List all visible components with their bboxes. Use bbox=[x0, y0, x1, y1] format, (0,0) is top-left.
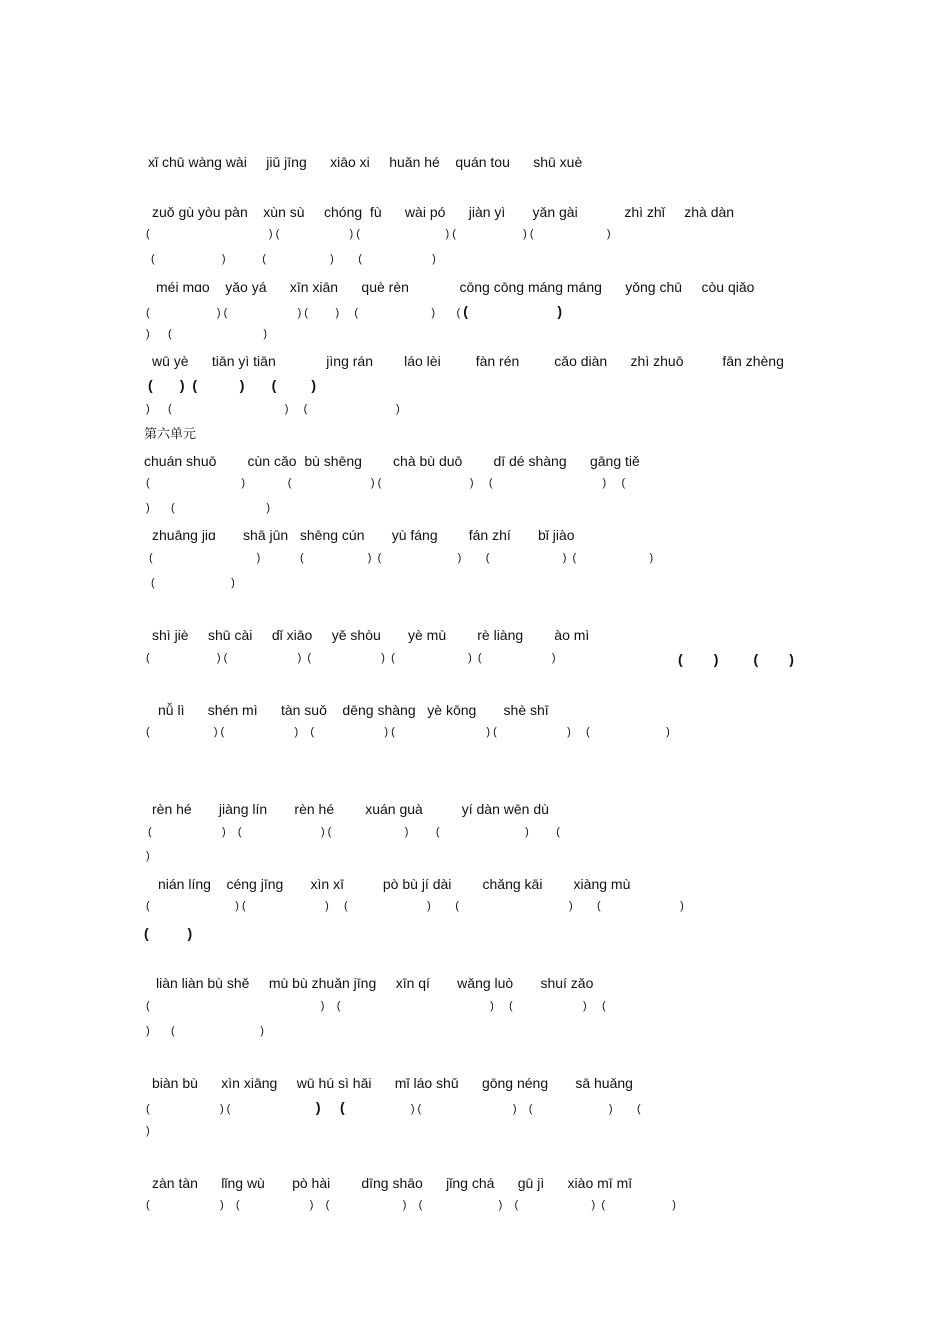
bracket-row-bold: ( ) ( ) ( ) bbox=[148, 377, 316, 393]
bracket-row: ) ( ) ( ) bbox=[146, 403, 400, 415]
bracket-row: ( ) ( ) ( ) ( bbox=[146, 1000, 606, 1012]
pinyin-row-2: zuǒ gù yòu pàn xùn sù chóng fù wài pó jiàn yì yǎn gài zhì zhǐ zhà dàn bbox=[152, 204, 735, 220]
bracket-row: ( ) ( ) ( ) ( ) ( ) bbox=[146, 228, 611, 240]
pinyin-row-3: méi mɑo yǎo yá xīn xiān què rèn cōng cōng máng máng yǒng chū còu qiǎo bbox=[156, 279, 755, 295]
bracket-row: ( ) bbox=[151, 577, 235, 589]
bracket-row: ) ( ) bbox=[146, 502, 271, 514]
pinyin-row-9: rèn hé jiàng lín rèn hé xuán guà yí dàn wēn dù bbox=[152, 801, 549, 817]
bracket-row-bold: ( ) ( ) bbox=[678, 651, 794, 667]
pinyin-row-7: shì jiè shū cài dǐ xiāo yě shòu yè mù rè liàng ào mì bbox=[152, 627, 590, 643]
pinyin-row-11: liàn liàn bù shě mù bù zhuǎn jīng xīn qí wǎng luò shuí zǎo bbox=[156, 975, 594, 991]
bracket-row: ( ) ( ) ( ) ( ) ( ) ( ) bbox=[146, 1199, 676, 1211]
bracket-row: ) ( ) bbox=[146, 1025, 264, 1037]
bracket-row: ) ( ) bbox=[146, 328, 268, 340]
bracket-row: ( ) ( ) ( ) ( ) ( ) bbox=[146, 900, 684, 912]
bracket-row: ( ) ( ) ( ) ( ) ( bbox=[148, 826, 560, 838]
bracket-row: ( ) ( ) ( ) ( ) ( bbox=[146, 477, 626, 489]
pinyin-row-5: chuán shuō cùn cǎo bù shēng chà bù duō dī dé shàng gāng tiě bbox=[144, 453, 640, 469]
pinyin-row-1: xǐ chū wàng wài jiǔ jīng xiāo xi huǎn hé quán tou shū xuè bbox=[148, 154, 583, 170]
bracket-row-bold: ( ) bbox=[144, 925, 193, 941]
pinyin-row-4: wū yè tiān yì tiān jìng rán láo lèi fàn rén cǎo diàn zhì zhuō fān zhèng bbox=[152, 353, 784, 369]
pinyin-row-13: zàn tàn lǐng wù pò hài dīng shāo jǐng chá gū jì xiào mī mī bbox=[152, 1175, 633, 1191]
bracket-row: ( ) ( ) ( ) ( ) ( ) ( bbox=[146, 1099, 641, 1115]
bracket-row: ( ) ( ) ( ) ( ) ( ) bbox=[149, 552, 654, 564]
bracket-row: ( ) ( ) ( ) ( ) ( ( ) bbox=[146, 303, 562, 319]
bracket-row: ) bbox=[146, 1125, 150, 1137]
bracket-row: ) bbox=[146, 850, 150, 862]
bracket-row: ( ) ( ) ( ) bbox=[151, 253, 436, 265]
pinyin-row-12: biàn bù xìn xiāng wū hú sì hǎi mǐ láo shǔ gōng néng sā huǎng bbox=[152, 1075, 633, 1091]
bracket-row: ( ) ( ) ( ) ( ) ( ) bbox=[146, 652, 556, 664]
pinyin-row-10: nián líng céng jīng xìn xī pò bù jí dài chǎng kāi xiàng mù bbox=[158, 876, 631, 892]
bracket-row: ( ) ( ) ( ) ( ) ( ) ( ) bbox=[146, 726, 670, 738]
pinyin-row-6: zhuāng jiɑ shā jūn shēng cún yù fáng fán zhí bǐ jiào bbox=[152, 527, 575, 543]
section-heading: 第六单元 bbox=[144, 427, 197, 442]
pinyin-row-8: nǚ lì shén mì tàn suǒ dēng shàng yè kōng shè shī bbox=[158, 702, 549, 718]
